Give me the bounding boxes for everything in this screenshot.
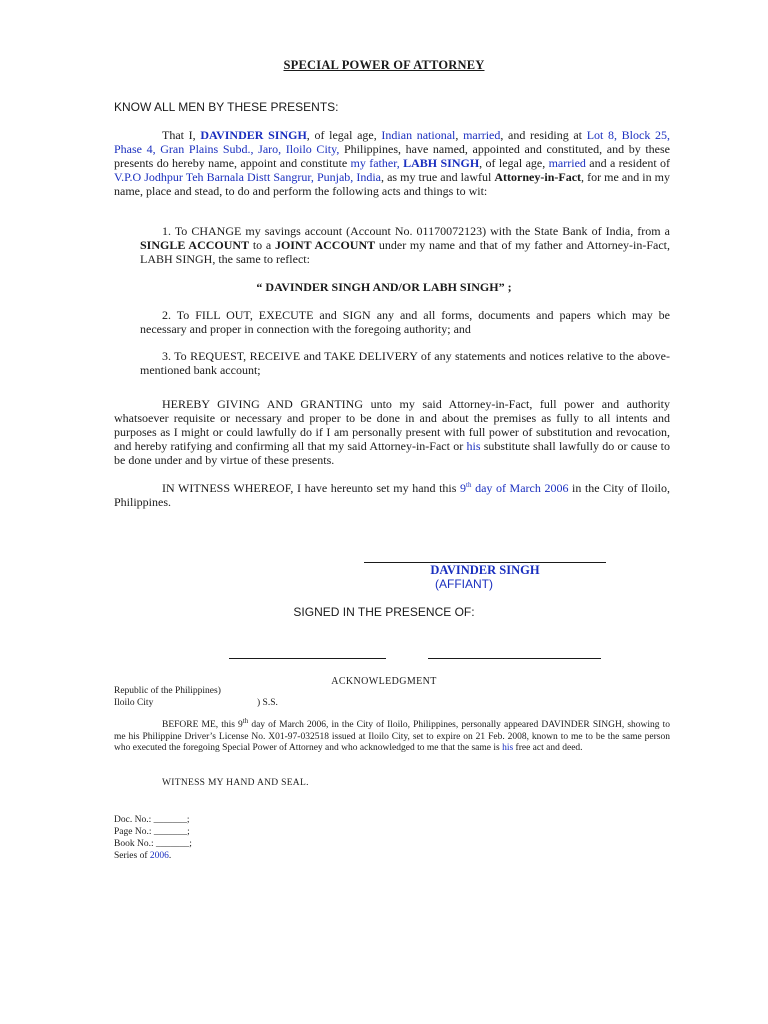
affiant-name: DAVINDER SINGH [430,563,540,577]
item-1-text: under my name and that of my father and Attorney-in-Fact, LABH SINGH, the same to reflect: [140,238,671,266]
item-2-paragraph: 2. To FILL OUT, EXECUTE and SIGN any and all forms, documents and papers which may be necessary and proper in connection with the foregoing authority; and [140,308,670,336]
intro-paragraph [114,128,670,198]
acknowledgment-body [114,716,670,755]
series-end: . [168,851,172,861]
ack-text: free act and deed. [513,743,583,753]
intro-text: and a resident of [585,156,671,170]
intro-text: , for me and in my name, place and stead, to do and perform the following acts and things to wit: [114,170,670,198]
series-line [114,851,171,863]
account-name-quote: “ DAVINDER SINGH AND/OR LABH SINGH” ; [256,280,512,294]
ss-marker: ) S.S. [257,698,278,708]
intro-text: , as my true and lawful [381,170,495,184]
ack-day-suffix: th [242,716,249,725]
execution-month-year: day of March 2006 [471,481,569,495]
hereby-text: substitute shall lawfully do or cause to be done under and by virtue of these presents. [114,439,670,467]
intro-text: , of legal age, [479,156,549,170]
principal-address: Lot 8, Block 25, Phase 4, Gran Plains Subd., Jaro, Iloilo City, [114,128,671,156]
witness-text: IN WITNESS WHEREOF, I have hereunto set my hand this [162,481,461,495]
ack-pronoun-his: his [502,743,514,753]
affiant-label: (AFFIANT) [435,577,493,591]
intro-text: , of legal age, [306,128,382,142]
intro-text: That I, [162,128,201,142]
pronoun-his: his [466,439,481,453]
document-title: SPECIAL POWER OF ATTORNEY [283,58,485,72]
witness-hand-seal: WITNESS MY HAND AND SEAL. [162,778,309,788]
intro-text: Philippines, have named, appointed and constituted, and by these presents do hereby name, appoint and constitute [114,142,670,170]
series-year: 2006 [149,851,169,861]
republic-line: Republic of the Philippines) [114,686,221,696]
attorney-relation: my father, [350,156,404,170]
city-line: Iloilo City [114,698,154,708]
item-1-paragraph [140,224,670,266]
series-label: Series of [114,851,150,861]
witness-text: in the City of Iloilo, Philippines. [114,481,671,509]
single-account-term: SINGLE ACCOUNT [140,238,250,252]
day-suffix: th [466,481,472,489]
principal-name: DAVINDER SINGH [200,128,307,142]
ack-text: BEFORE ME, this 9 [162,720,243,730]
book-no-line: Book No.: _______; [114,839,192,849]
attorney-address: V.P.O Jodhpur Teh Barnala Distt Sangrur, Punjab, India [114,170,382,184]
witness-signature-line-1 [229,658,386,659]
witness-paragraph [114,481,670,509]
item-3-paragraph: 3. To REQUEST, RECEIVE and TAKE DELIVERY of any statements and notices relative to the above-mentioned bank account; [140,349,670,377]
attorney-name: LABH SINGH [403,156,480,170]
hereby-text: HEREBY GIVING AND GRANTING unto my said Attorney-in-Fact, full power and authority whatsoever requisite or necessary and proper to be done in and about the premises as fully to all intents and purposes as I might or could lawfully do if I am personally present with full power of substitution and revocation, and hereby ratifying and confirming all that my said Attorney-in-Fact or [114,397,670,453]
item-1-text: to a [249,238,275,252]
attorney-in-fact-term: Attorney-in-Fact [494,170,582,184]
civil-status: married [463,128,501,142]
execution-day: 9 [460,481,467,495]
intro-text: , and residing at [500,128,587,142]
ack-text: day of March 2006, in the City of Iloilo, Philippines, personally appeared DAVINDER SINGH, showing to me his Philippine Driver’s License No. X01-97-032518 issued at Iloilo City, set to expire on 21 Feb. 2008, known to me to be the same person who executed the foregoing Special Power of Attorney and who acknowledged to me that the same is [114,720,670,753]
signed-presence-label: SIGNED IN THE PRESENCE OF: [293,605,475,619]
witness-signature-line-2 [428,658,601,659]
page-no-line: Page No.: _______; [114,827,190,837]
intro-text: , [455,128,464,142]
item-1-text: 1. To CHANGE my savings account (Account No. 01170072123) with the State Bank of India, from a [162,224,670,238]
execution-date [460,481,568,495]
attorney-civil-status: married [548,156,586,170]
hereby-paragraph [114,397,670,467]
acknowledgment-heading: ACKNOWLEDGMENT [331,676,437,687]
know-all-men-heading: KNOW ALL MEN BY THESE PRESENTS: [114,100,339,114]
joint-account-term: JOINT ACCOUNT [274,238,376,252]
nationality: Indian national [381,128,456,142]
doc-no-line: Doc. No.: _______; [114,815,190,825]
